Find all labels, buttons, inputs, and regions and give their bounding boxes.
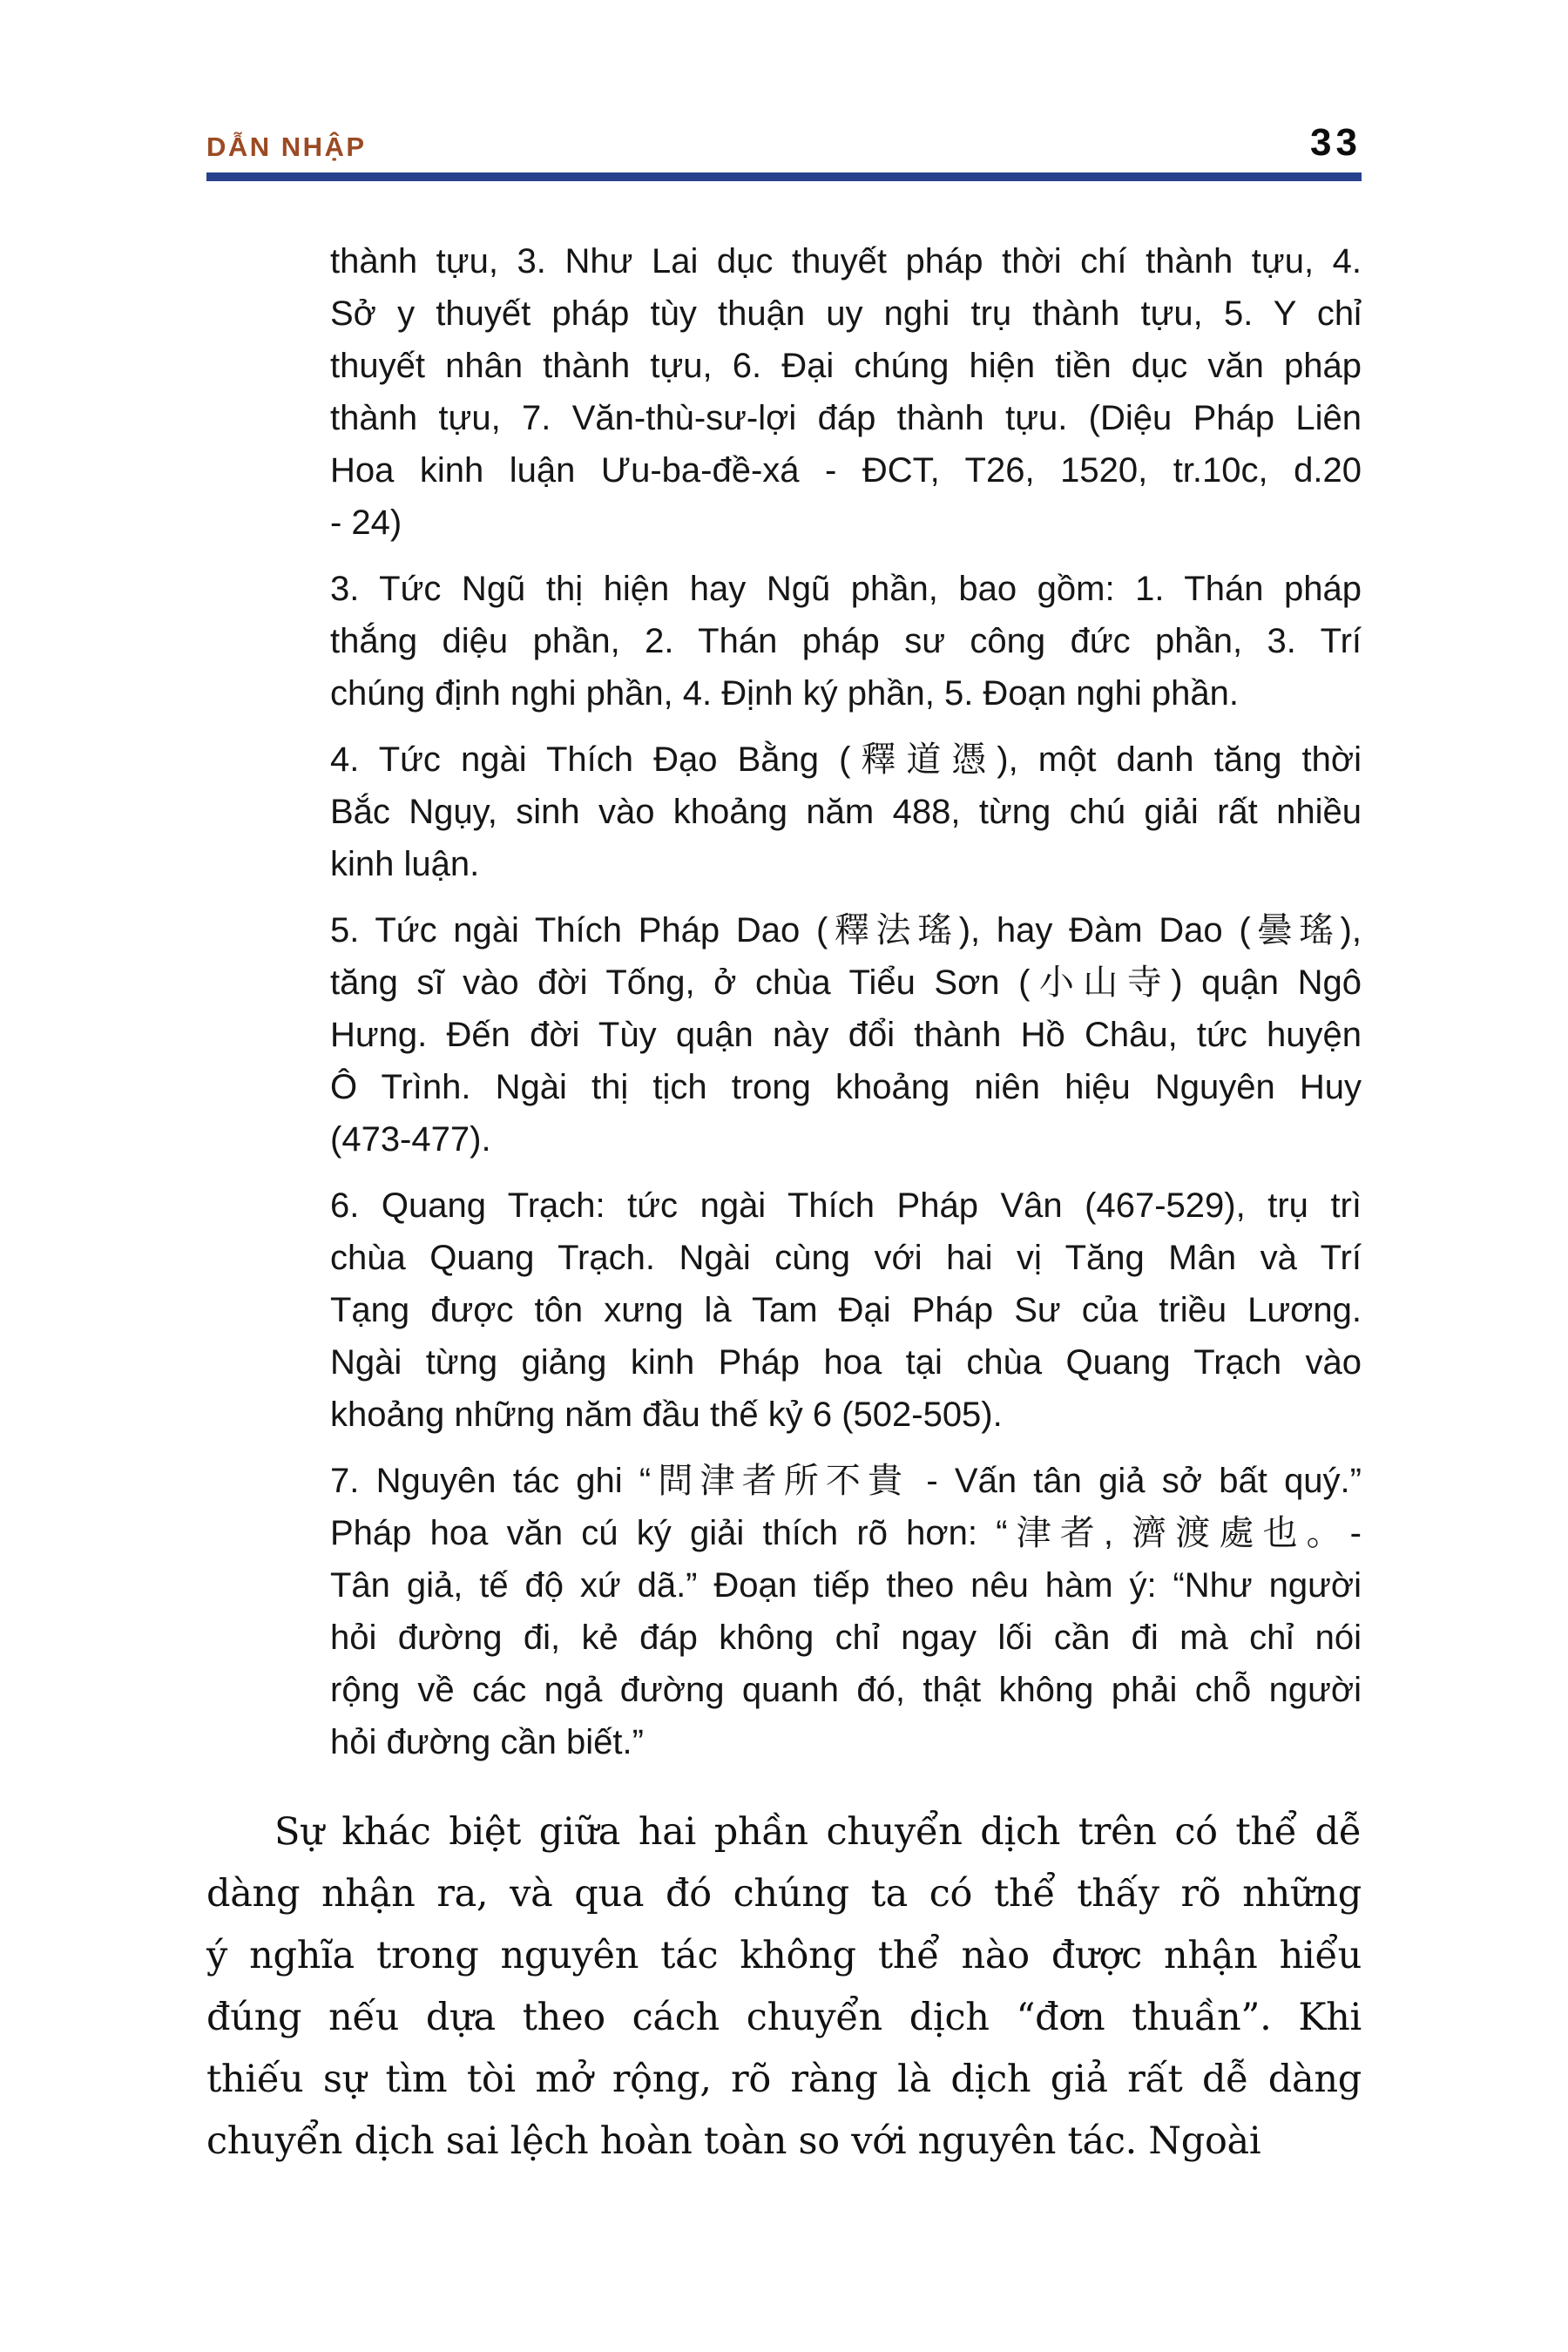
footnote-line: 7. Nguyên tác ghi “問津者所不貴 - Vấn tân giả sở bất quý.”	[330, 1462, 1362, 1500]
footnote-paragraph	[330, 733, 1362, 890]
footnote-line: Ô Trình. Ngài thị tịch trong khoảng niên hiệu Nguyên Huy	[330, 1068, 1362, 1106]
page	[206, 121, 1362, 2173]
footnote-line: thành tựu, 7. Văn-thù-sư-lợi đáp thành tựu. (Diệu Pháp Liên	[330, 399, 1362, 437]
footnote-line: Hưng. Đến đời Tùy quận này đổi thành Hồ Châu, tức huyện	[330, 1016, 1362, 1054]
footnote-line: (473-477).	[330, 1120, 491, 1159]
body-paragraph	[206, 1801, 1362, 2173]
footnote-paragraph	[330, 1179, 1362, 1441]
footnote-line: chúng định nghi phần, 4. Định ký phần, 5. Đoạn nghi phần.	[330, 674, 1240, 713]
footnote-line: khoảng những năm đầu thế kỷ 6 (502-505).	[330, 1396, 1003, 1434]
footnote-paragraph	[330, 563, 1362, 720]
body-line: thiếu sự tìm tòi mở rộng, rõ ràng là dịch giả rất dễ dàng	[206, 2058, 1362, 2101]
footnote-line: Tạng được tôn xưng là Tam Đại Pháp Sư của triều Lương.	[330, 1291, 1362, 1329]
footnote-line: hỏi đường đi, kẻ đáp không chỉ ngay lối cần đi mà chỉ nói	[330, 1619, 1362, 1657]
footnote-line: thuyết nhân thành tựu, 6. Đại chúng hiện tiền dục văn pháp	[330, 347, 1362, 385]
footnote-paragraph	[330, 904, 1362, 1166]
running-title: DẪN NHẬP	[206, 131, 367, 162]
body-section	[206, 1801, 1362, 2173]
footnote-line: - 24)	[330, 504, 402, 542]
footnote-paragraph	[330, 235, 1362, 549]
body-line: dàng nhận ra, và qua đó chúng ta có thể thấy rõ những	[206, 1872, 1362, 1916]
body-line: Sự khác biệt giữa hai phần chuyển dịch trên có thể dễ	[274, 1810, 1362, 1854]
header-rule	[206, 172, 1362, 181]
footnote-line: 3. Tức Ngũ thị hiện hay Ngũ phần, bao gồm: 1. Thán pháp	[330, 570, 1362, 608]
footnote-line: Tân giả, tế độ xứ dã.” Đoạn tiếp theo nêu hàm ý: “Như người	[330, 1566, 1362, 1605]
footnotes-section	[206, 235, 1362, 1768]
body-line: đúng nếu dựa theo cách chuyển dịch “đơn thuần”. Khi	[206, 1996, 1362, 2039]
footnote-line: Sở y thuyết pháp tùy thuận uy nghi trụ thành tựu, 5. Y chỉ	[330, 294, 1362, 333]
footnote-line: thành tựu, 3. Như Lai dục thuyết pháp thời chí thành tựu, 4.	[330, 242, 1362, 280]
footnote-line: chùa Quang Trạch. Ngài cùng với hai vị Tăng Mân và Trí	[330, 1239, 1362, 1277]
footnote-line: thắng diệu phần, 2. Thán pháp sư công đức phần, 3. Trí	[330, 622, 1362, 660]
footnote-line: 5. Tức ngài Thích Pháp Dao (釋法瑤), hay Đàm Dao (曇瑤),	[330, 911, 1362, 950]
footnote-line: 4. Tức ngài Thích Đạo Bằng (釋道憑), một danh tăng thời	[330, 740, 1362, 779]
footnote-line: rộng về các ngả đường quanh đó, thật không phải chỗ người	[330, 1671, 1362, 1709]
footnote-line: hỏi đường cần biết.”	[330, 1723, 644, 1761]
footnote-line: Pháp hoa văn cú ký giải thích rõ hơn: “津者, 濟渡處也。-	[330, 1514, 1362, 1552]
footnote-line: tăng sĩ vào đời Tống, ở chùa Tiểu Sơn (小山寺) quận Ngô	[330, 963, 1362, 1002]
footnote-line: 6. Quang Trạch: tức ngài Thích Pháp Vân (467-529), trụ trì	[330, 1186, 1362, 1225]
footnote-line: Bắc Ngụy, sinh vào khoảng năm 488, từng chú giải rất nhiều	[330, 793, 1362, 831]
footnote-line: kinh luận.	[330, 845, 480, 883]
footnote-line: Hoa kinh luận Ưu-ba-đề-xá - ĐCT, T26, 1520, tr.10c, d.20	[330, 451, 1362, 490]
footnote-paragraph	[330, 1455, 1362, 1768]
body-line: chuyển dịch sai lệch hoàn toàn so với nguyên tác. Ngoài	[206, 2119, 1261, 2163]
page-number: 33	[1310, 121, 1362, 164]
body-line: ý nghĩa trong nguyên tác không thể nào được nhận hiểu	[206, 1934, 1362, 1977]
page-header	[206, 121, 1362, 164]
footnote-line: Ngài từng giảng kinh Pháp hoa tại chùa Quang Trạch vào	[330, 1343, 1362, 1382]
